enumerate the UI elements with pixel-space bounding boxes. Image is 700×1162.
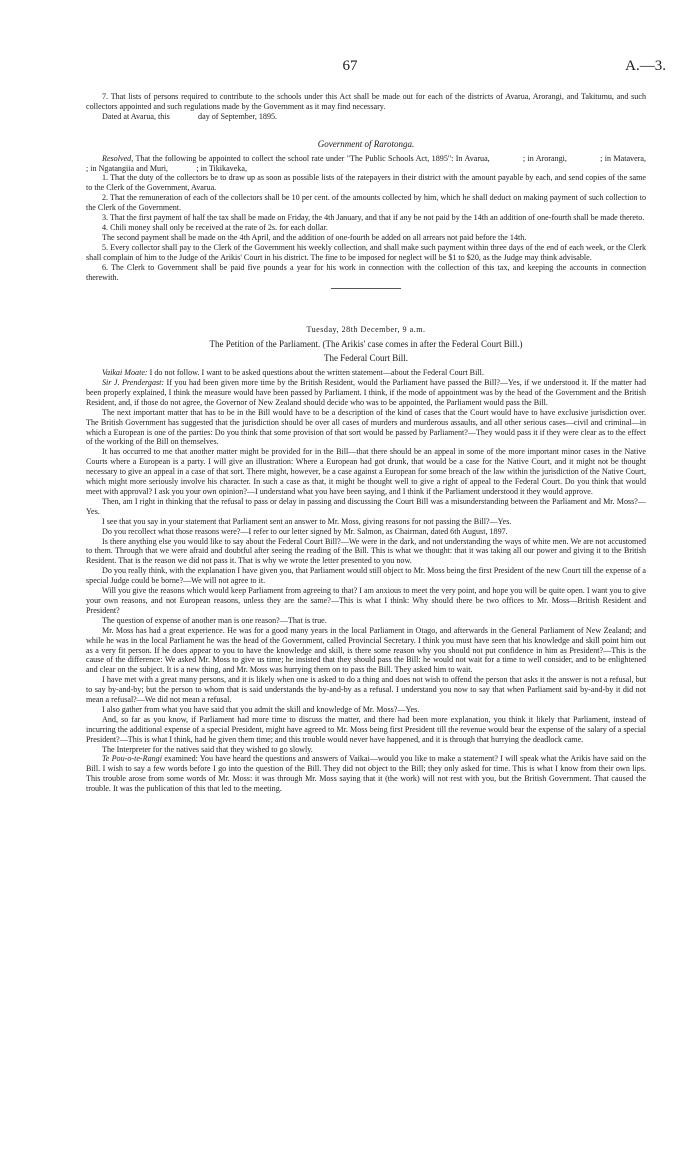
testimony-text: If you had been given more time by the British Resident, would the Parliament have passed the Bill?—Yes, if we understood it. If the matter had been properly explained, I think the measure would have been passed by Parliament. I think, if the mode of appointment was by the head of the Government and the British Resident, and, if those do not agree, the Governor of New Zealand should decide who was to be appointed, the Parliament would pass the Bill. bbox=[86, 378, 646, 407]
testimony-paragraph bbox=[86, 527, 646, 537]
bill-title: The Federal Court Bill. bbox=[324, 353, 408, 364]
testimony-text: Do you really think, with the explanation I have given you, that Parliament would still object to Mr. Moss being the first President of the new Court till the expense of a special Judge could be borne?—We will not agree to it. bbox=[86, 566, 646, 586]
resolution-item: 4. Chili money shall only be received at the rate of 2s. for each dollar. bbox=[102, 222, 328, 232]
testimony-text: Mr. Moss has had a great experience. He was for a good many years in the local Parliament in Otago, and afterwards in the General Parliament of New Zealand; and while he was in the local Parliament he was the head of the Government, called Provincial Secretary. I think you must have seen that his knowledge and skill point him out as a very fit person. If he does appear to you to have the knowledge and skill, is there some reason why you should not put confidence in him as President?—This is the cause of the difference: We asked Mr. Moss to give us time; he insisted that they should pass the Bill: he would not wait for a time to well consider, and to be enlightened and clear on the subject. It is a new thing, and Mr. Moss was hurrying them on to pass the Bill. They asked him to wait. bbox=[86, 625, 646, 675]
testimony-paragraph bbox=[86, 517, 646, 527]
page-header bbox=[0, 58, 700, 78]
resolution-item: 3. That the first payment of half the tax shall be made on Friday, the 4th January, and that if any be not paid by the 14th an addition of one-fourth shall be made thereto. bbox=[102, 213, 645, 223]
resolution-item: 6. The Clerk to Government shall be paid five pounds a year for his work in connection with the collection of this tax, and keeping the accounts in connection therewith. bbox=[86, 262, 646, 282]
testimony-text: I have met with a great many persons, and it is likely when one is asked to do a thing and does not wish to offend the person that asks it the answer is not a refusal, but to say by-and-by; but the person to whom that is said understands the by-and-by as a refusal. I understand you now to say that when Parliament said by-and-by it did not mean a refusal?—We did not mean a refusal. bbox=[86, 675, 646, 705]
testimony-text: I do not follow. I want to be asked questions about the written statement—about the Federal Court Bill. bbox=[147, 368, 484, 378]
resolution-item: The second payment shall be made on the 4th April, and the addition of one-fourth be added on all arrears not paid before the 14th. bbox=[102, 232, 527, 242]
resolved-paragraph bbox=[86, 153, 675, 174]
testimony-paragraph bbox=[86, 497, 646, 517]
testimony-text: The question of expense of another man is one reason?—That is true. bbox=[102, 615, 327, 625]
testimony-text: The Interpreter for the natives said that they wished to go slowly. bbox=[102, 744, 313, 754]
testimony-paragraph bbox=[86, 745, 646, 755]
dated-line: Dated at Avarua, this day of September, 1895. bbox=[102, 111, 278, 121]
testimony-text: Is there anything else you would like to say about the Federal Court Bill?—We were in the dark, and not understanding the ways of white men. We are not accustomed to them. Through that we were afraid and doubtful after seeing the reading of the Bill. This is what we thought: that it was taking all our power and giving it to the British Resident. That is the reason we did not pass it. That is why we wrote the letter presented to you now. bbox=[86, 536, 646, 566]
testimony-paragraph bbox=[86, 675, 646, 705]
testimony-paragraph bbox=[86, 705, 646, 715]
testimony-text: Then, am I right in thinking that the refusal to pass or delay in passing and discussing the Court Bill was a misunderstanding between the Parliament and Mr. Moss?—Yes. bbox=[86, 496, 646, 516]
testimony-text: Do you recollect what those reasons were?—I refer to our letter signed by Mr. Salmon, as Chairman, dated 6th August, 1897. bbox=[102, 526, 508, 536]
testimony-paragraph bbox=[86, 586, 646, 616]
speaker-name: Sir J. Prendergast: bbox=[102, 378, 165, 388]
testimony-text: examined: You have heard the questions and answers of Vaikai—would you like to make a statement? I will speak what the Arikis have said on the Bill. I wish to say a few words before I go into the question of the Bill. They did not object to the Bill; they only asked for time. This is what I know from their own lips. This trouble arose from some words of Mr. Moss: it was through Mr. Moss saying that it (the work) will not rest with you, but the British Government. That caused the trouble. It was the publication of this that led to the meeting. bbox=[86, 754, 646, 794]
testimony-paragraph bbox=[86, 626, 646, 676]
testimony-paragraph bbox=[86, 616, 646, 626]
testimony-paragraph bbox=[86, 368, 646, 378]
testimony-text: I see that you say in your statement that Parliament sent an answer to Mr. Moss, giving reasons for not passing the Bill?—Yes. bbox=[102, 516, 512, 526]
document-reference: A.—3. bbox=[625, 58, 666, 74]
resolution-item: 2. That the remuneration of each of the collectors shall be 10 per cent. of the amounts collected by him, which he shall deduct on making payment of such collection to the Clerk of the Government. bbox=[86, 193, 646, 213]
date-heading: Tuesday, 28th December, 9 a.m. bbox=[306, 325, 426, 335]
divider-wrap bbox=[86, 288, 646, 295]
testimony-text: Will you give the reasons which would keep Parliament from agreeing to that? I am anxious to meet the very point, and hope you will be quite open. I want you to give your own reasons, and not European reasons, unless they are the same?—This is what I think: Why should there be two offices to Mr. Moss—British Resident and President? bbox=[86, 586, 646, 615]
government-title: Government of Rarotonga. bbox=[317, 138, 415, 149]
testimony-paragraph bbox=[86, 408, 646, 448]
testimony-paragraph bbox=[86, 537, 646, 567]
speaker-name: Te Pou-o-te-Rangi bbox=[102, 754, 162, 764]
resolved-text: That the following be appointed to collect the school rate under "The Public Schools Act, 1895": In Avarua, ; in Arorangi, ; in Matavera, ; in Ngatangiia and Muri, ; in Tikikaveka, bbox=[86, 153, 675, 173]
petition-line: The Petition of the Parliament. (The Arikis' case comes in after the Federal Court Bill.) bbox=[209, 339, 523, 350]
document-body bbox=[86, 92, 675, 794]
resolution-item: 1. That the duty of the collectors be to draw up as soon as possible lists of the ratepayers in their district with the amount payable by each, and send copies of the same to the Clerk of the Government, Avarua. bbox=[86, 173, 646, 193]
testimony-text: The next important matter that has to be in the Bill would have to be a description of the kind of cases that the Court would have to have exclusive jurisdiction over. The British Government has suggested that the jurisdiction should be over all cases of murders and murderous assaults, and all other serious cases—civil and criminal—in which a European is one of the parties: Do you think that some provision of that sort would be passed by Parliament?—They would pass it if they were clear as to the effect of the working of the Bill on themselves. bbox=[86, 407, 646, 447]
testimony-paragraph bbox=[86, 754, 646, 794]
testimony-paragraph bbox=[86, 566, 646, 586]
testimony-text: And, so far as you know, if Parliament had more time to discuss the matter, and there had been more explanation, you think it likely that Parliament, instead of incurring the additional expense of a special President, might have agreed to Mr. Moss being first President till the revenue would bear the expense of the salary of a special President?—This is what I think, had he given them time; and this trouble would never have happened, and it is through that hurrying the deadlock came. bbox=[86, 714, 646, 744]
page-number: 67 bbox=[342, 58, 358, 74]
testimony-text: It has occurred to me that another matter might be provided for in the Bill—that there should be an appeal in some of the more important minor cases in the Native Courts where a European is a party. I will give an illustration: Where a European had got drunk, that would be a case for the Native Court, and it might not be thought necessary to give an appeal in a case of that sort. There might, however, be a case against a European for some breach of the law within the jurisdiction of the Native Court, which might more seriously involve his character. In such a case as that, it might be thought well to give a right of appeal to the Federal Court. Do you think that would meet with approval? I ask you your own opinion?—I understand what you have been saying, and I think if the Parliament understood it they would approve. bbox=[86, 447, 646, 496]
testimony-paragraph bbox=[86, 715, 646, 745]
paragraph-7: 7. That lists of persons required to contribute to the schools under this Act shall be made out for each of the districts of Avarua, Arorangi, and Takitumu, and such collectors appointed and such regulations made by the Government as it may find necessary. bbox=[86, 92, 646, 111]
resolution-item: 5. Every collector shall pay to the Clerk of the Government his weekly collection, and shall make such payment within three days of the end of each week, or the Clerk shall complain of him to the Judge of the Arikis' Court in his district. The fine to be imposed for neglect will be $1 to $20, as the Judge may think advisable. bbox=[86, 242, 646, 262]
speaker-name: Vaikai Moate: bbox=[102, 368, 148, 378]
section-divider bbox=[331, 288, 401, 289]
testimony-text: I also gather from what you have said that you admit the skill and knowledge of Mr. Moss?—Yes. bbox=[102, 704, 420, 714]
resolved-label: Resolved, bbox=[102, 153, 134, 163]
testimony-paragraph bbox=[86, 378, 646, 408]
testimony-paragraph bbox=[86, 447, 646, 497]
